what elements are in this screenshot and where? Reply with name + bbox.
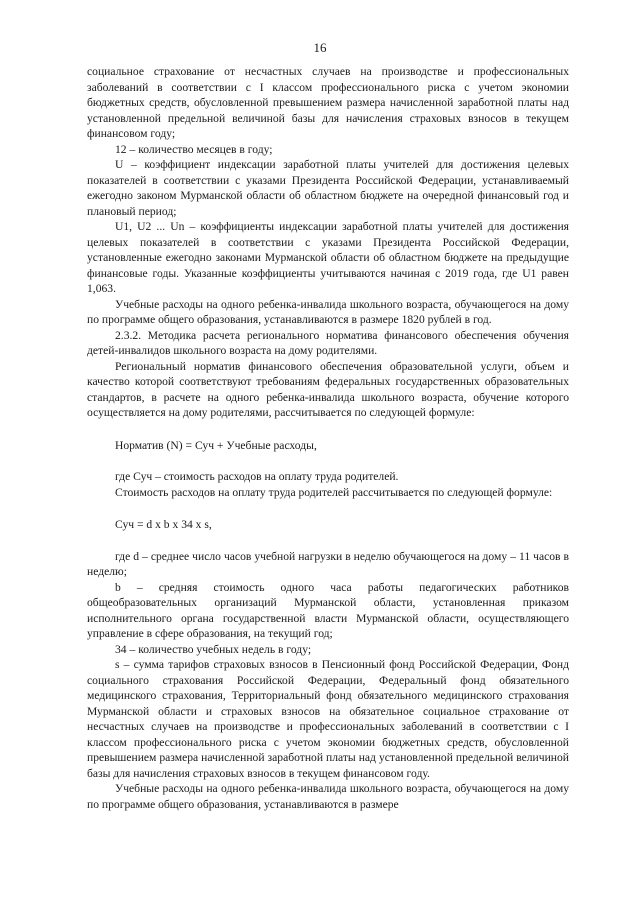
paragraph-months-definition: 12 – количество месяцев в году; [115,142,273,156]
paragraph-u-coefficient: U – коэффициент индексации заработной платы учителей для достижения целевых показателей в соответствии с указами Президента Российской Федерации, устанавливаемый ежегодно законом Мурманской области об областном бюджете на очередной финансовый год и плановый период; [87,158,569,218]
paragraph-study-expenses-1820: Учебные расходы на одного ребенка-инвалида школьного возраста, обучающегося на дому по программе общего образования, устанавливаются в размере 1820 рублей в год. [87,297,569,326]
paragraph-such-definition: где Суч – стоимость расходов на оплату труда родителей. [115,470,399,483]
paragraph-regional-norm: Региональный норматив финансового обеспечения образовательной услуги, объем и качество которой соответствуют требованиям федеральных государственных образовательных стандартов, в расчете на одного ребенка-инвалида школьного возраста, обучение которого осуществляется на дому родителями, рассчитывается по следующей формуле: [87,359,569,419]
paragraph-u1-un-coefficients: U1, U2 ... Un – коэффициенты индексации заработной платы учителей для достижения целевых показателей в соответствии с указами Президента Российской Федерации, установленные ежегодно законами Мурманской области об областном бюджете на предыдущие финансовые годы. Указанные коэффициенты учитываются начиная с 2019 года, где U1 равен 1,063. [87,220,569,295]
paragraph-d-definition: где d – среднее число часов учебной нагрузки в неделю обучающегося на дому – 11 часов в неделю; [87,549,569,578]
paragraph-insurance-continuation: социальное страхование от несчастных случаев на производстве и профессиональных заболеваний в соответствии с I классом профессионального риска с учетом экономии бюджетных средств, обусловленной превышением размера начисленной заработной платы над установленной предельной величиной базы для начисления страховых взносов в текущем финансовом году; [87,65,569,140]
paragraph-weeks-definition: 34 – количество учебных недель в году; [115,642,312,656]
formula-such: Суч = d x b x 34 x s, [115,518,212,531]
paragraph-study-expenses-continued: Учебные расходы на одного ребенка-инвалида школьного возраста, обучающегося на дому по программе общего образования, устанавливаются в размере [87,782,569,811]
paragraph-parent-labor-cost: Стоимость расходов на оплату труда родителей рассчитывается по следующей формуле: [115,485,553,499]
page-number: 16 [313,40,327,55]
document-body [87,64,569,812]
formula-norm: Норматив (N) = Суч + Учебные расходы, [115,438,317,452]
section-heading-2-3-2: 2.3.2. Методика расчета регионального норматива финансового обеспечения обучения детей-инвалидов школьного возраста на дому родителями. [87,328,569,357]
paragraph-b-definition: b – средняя стоимость одного часа работы педагогических работников общеобразовательных организаций Мурманской области, установленная приказом исполнительного органа государственной власти Мурманской области, осуществляющего управление в сфере образования, на текущий год; [87,580,569,640]
paragraph-s-definition: s – сумма тарифов страховых взносов в Пенсионный фонд Российской Федерации, Фонд социального страхования Российской Федерации, Федеральный фонд обязательного медицинского страхования, Территориальный фонд обязательного медицинского страхования Мурманской области и страховых взносов на обязательное социальное страхование от несчастных случаев на производстве и профессиональных заболеваний в соответствии с I классом профессионального риска с учетом экономии бюджетных средств, обусловленной превышением размера начисленной заработной платы над установленной предельной величиной базы для начисления страховых взносов в текущем финансовом году. [87,658,569,780]
